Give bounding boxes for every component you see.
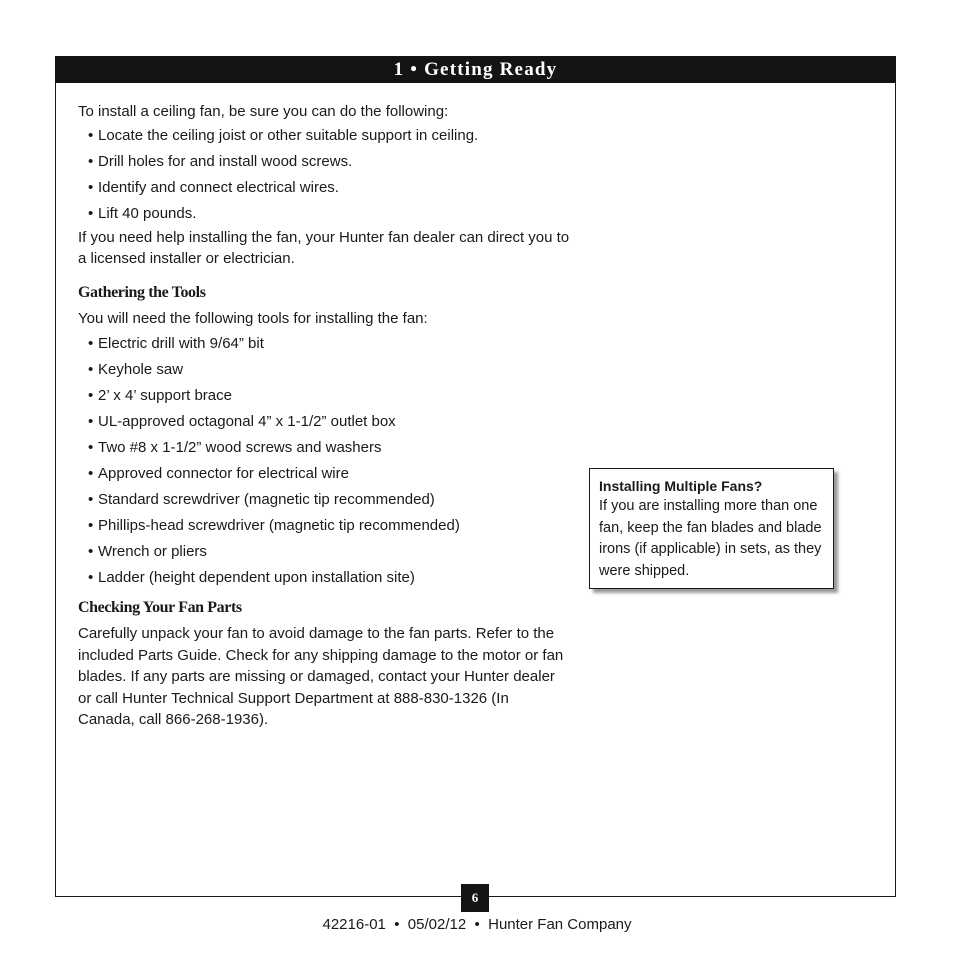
parts-heading: Checking Your Fan Parts [78,599,242,616]
tools-lead: You will need the following tools for installing the fan: [78,309,428,327]
list-item: • Wrench or pliers [88,543,207,560]
main-content [78,101,578,731]
list-item: • Drill holes for and install wood screws. [88,152,353,170]
section-header [55,56,896,83]
list-item: • Approved connector for electrical wire [88,465,349,482]
tools-heading: Gathering the Tools [78,283,206,301]
note-title: Installing Multiple Fans? [599,478,763,494]
section-title: 1 • Getting Ready [393,58,558,80]
parts-body: Carefully unpack your fan to avoid damage to the fan parts. Refer to the included Parts Guide. Check for any shipping damage to the motor or fan blades. If any parts are missing or damaged, contact your Hunter dealer or call Hunter Technical Support Department at 888-830-1326 (In Canada, call 866-268-1936). [78,625,564,728]
list-item: • Identify and connect electrical wires. [88,178,339,196]
list-item: • 2’ x 4’ support brace [88,387,232,404]
intro-lead: To install a ceiling fan, be sure you can do the following: [78,103,449,120]
multiple-fans-note [589,468,834,589]
footer-text: 42216-01 • 05/02/12 • Hunter Fan Company [322,916,632,933]
list-item: • Standard screwdriver (magnetic tip recommended) [88,491,435,508]
tools-list [78,331,578,591]
list-item: • Keyhole saw [88,361,184,378]
note-body: If you are installing more than one fan, keep the fan blades and blade irons (if applicable) in sets, as they were shipped. [599,498,822,579]
list-item: • UL-approved octagonal 4” x 1-1/2” outlet box [88,413,396,430]
requirements-list [78,123,578,227]
list-item: • Ladder (height dependent upon installation site) [88,569,415,586]
list-item: • Lift 40 pounds. [88,204,197,222]
list-item: • Two #8 x 1-1/2” wood screws and washers [88,439,382,456]
list-item: • Electric drill with 9/64” bit [88,335,264,352]
list-item: • Phillips-head screwdriver (magnetic tip recommended) [88,517,460,534]
help-text: If you need help installing the fan, your Hunter fan dealer can direct you to a licensed installer or electrician. [78,228,570,267]
page-number: 6 [461,884,489,912]
list-item: • Locate the ceiling joist or other suitable support in ceiling. [88,126,479,144]
